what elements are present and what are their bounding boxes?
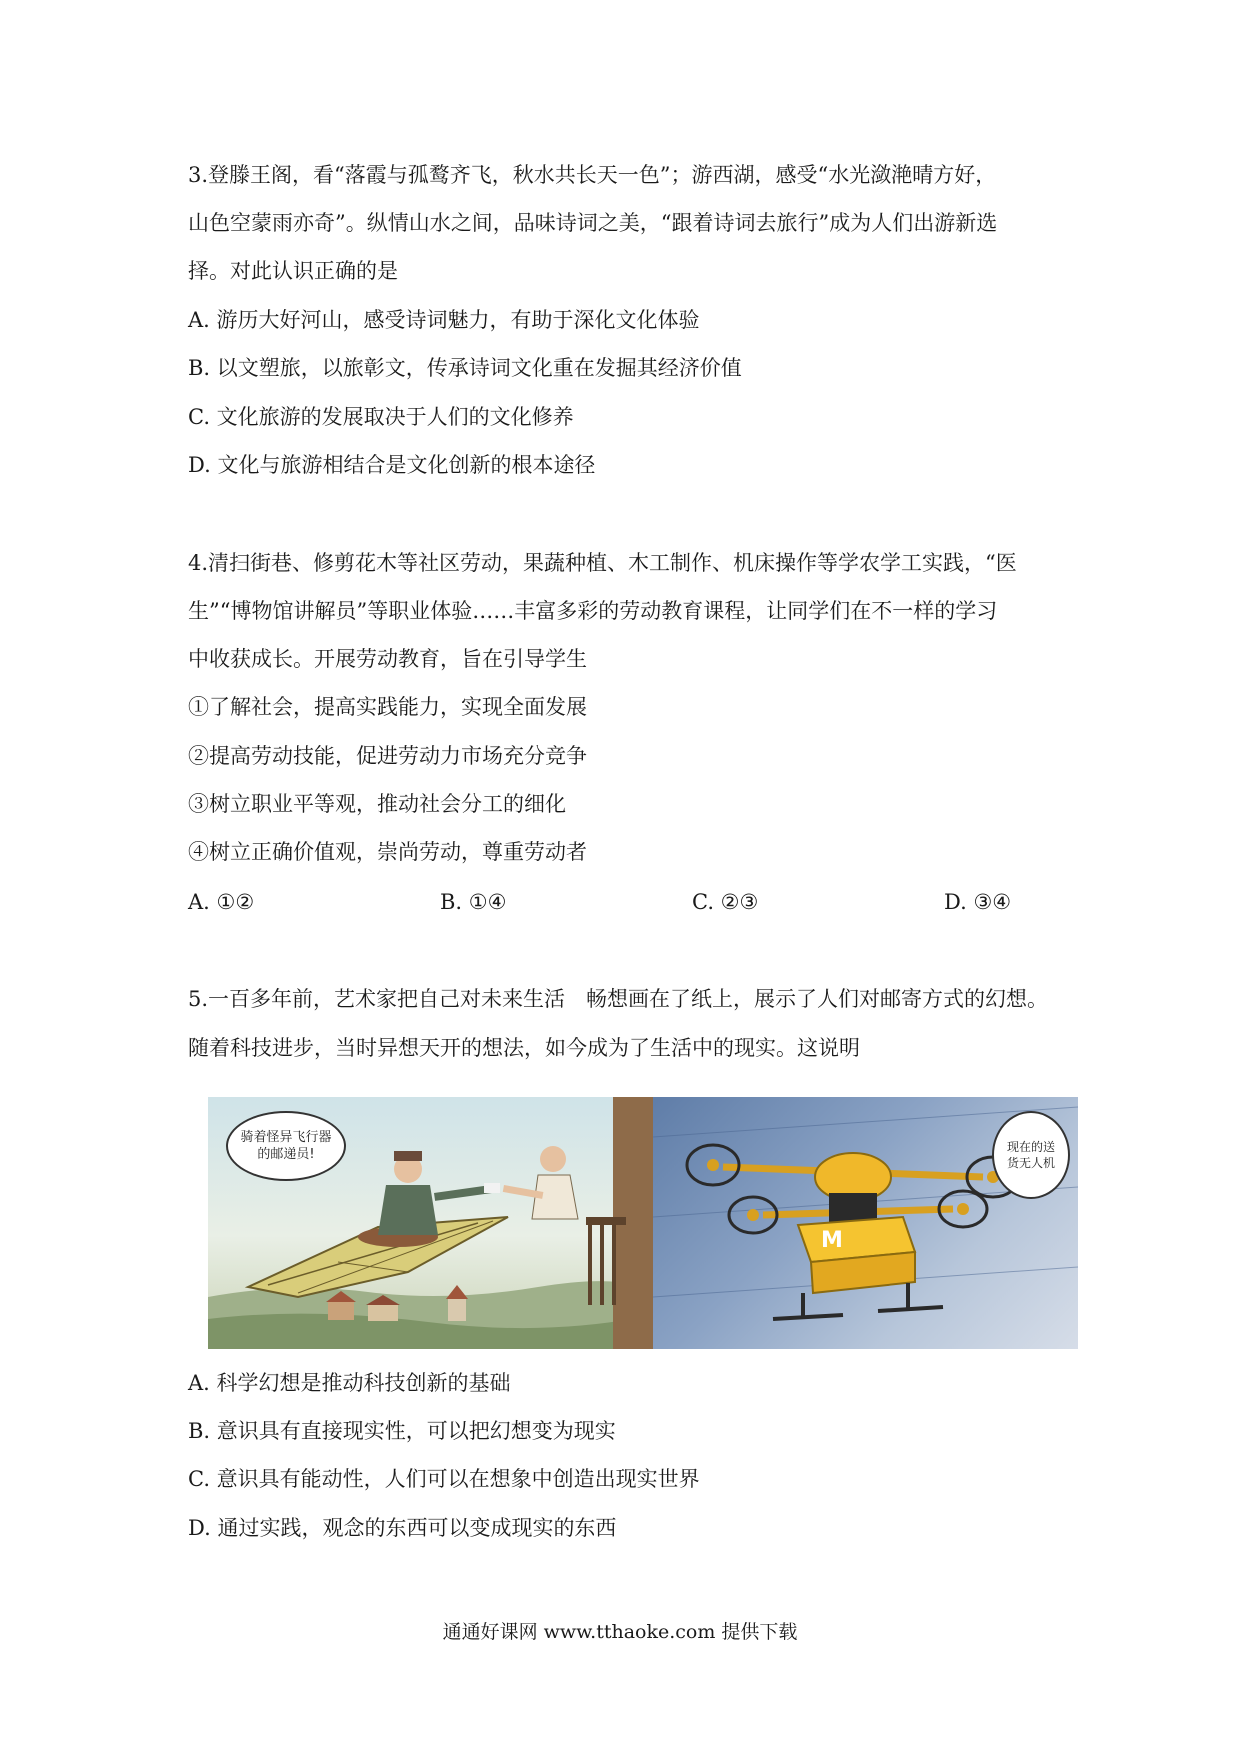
left-speech-bubble: 骑着怪异飞行器的邮递员!	[226, 1111, 346, 1181]
q5-option-a: A. 科学幻想是推动科技创新的基础	[188, 1371, 511, 1395]
q5-figure	[208, 1097, 1078, 1349]
q3-option-c: C. 文化旅游的发展取决于人们的文化修养	[188, 405, 574, 429]
q4-item-4: ④树立正确价值观，崇尚劳动，尊重劳动者	[188, 840, 587, 864]
q5-option-b: B. 意识具有直接现实性，可以把幻想变为现实	[188, 1419, 616, 1443]
q4-stem-line-3: 中收获成长。开展劳动教育，旨在引导学生	[188, 647, 587, 671]
delivery-drone-photo	[653, 1097, 1078, 1349]
q4-option-b: B. ①④	[440, 890, 507, 914]
q5-stem-line-2: 随着科技进步，当时异想天开的想法，如今成为了生活中的现实。这说明	[188, 1036, 860, 1060]
q3-stem-line-1: 3.登滕王阁，看“落霞与孤鹜齐飞，秋水共长天一色”；游西湖，感受“水光潋滟晴方好，	[188, 163, 997, 187]
vintage-postman-illustration	[208, 1097, 653, 1349]
q4-option-d: D. ③④	[944, 890, 1012, 914]
q3-option-a: A. 游历大好河山，感受诗词魅力，有助于深化文化体验	[188, 308, 700, 332]
q3-option-d: D. 文化与旅游相结合是文化创新的根本途径	[188, 453, 596, 477]
q3-stem-line-2: 山色空蒙雨亦奇”。纵情山水之间，品味诗词之美，“跟着诗词去旅行”成为人们出游新选	[188, 211, 998, 235]
q3-option-b: B. 以文塑旅，以旅彰文，传承诗词文化重在发掘其经济价值	[188, 356, 742, 380]
page-footer: 通通好课网 www.tthaoke.com 提供下载	[442, 1621, 798, 1643]
q4-stem-line-2: 生”“博物馆讲解员”等职业体验……丰富多彩的劳动教育课程，让同学们在不一样的学习	[188, 599, 998, 623]
parcel-logo: M	[821, 1228, 843, 1253]
q4-option-a: A. ①②	[188, 890, 255, 914]
q4-option-c: C. ②③	[692, 890, 759, 914]
q5-stem-line-1: 5.一百多年前，艺术家把自己对未来生活 畅想画在了纸上，展示了人们对邮寄方式的幻想。	[188, 987, 1049, 1011]
q4-item-1: ①了解社会，提高实践能力，实现全面发展	[188, 695, 587, 719]
q5-option-c: C. 意识具有能动性，人们可以在想象中创造出现实世界	[188, 1467, 700, 1491]
q3-stem-line-3: 择。对此认识正确的是	[188, 259, 398, 283]
q4-item-2: ②提高劳动技能，促进劳动力市场充分竞争	[188, 744, 587, 768]
q4-stem-line-1: 4.清扫街巷、修剪花木等社区劳动，果蔬种植、木工制作、机床操作等学农学工实践，“医	[188, 551, 1017, 575]
q4-item-3: ③树立职业平等观，推动社会分工的细化	[188, 792, 566, 816]
q5-option-d: D. 通过实践，观念的东西可以变成现实的东西	[188, 1516, 617, 1540]
right-speech-bubble: 现在的送货无人机	[992, 1111, 1070, 1199]
